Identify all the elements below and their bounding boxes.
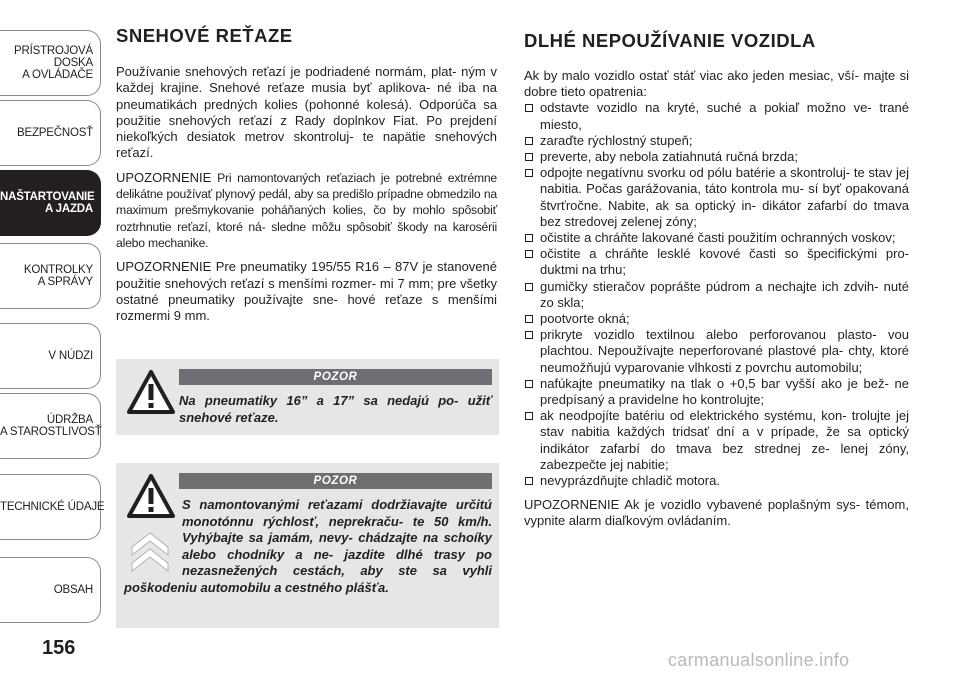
checklist-item [524,376,909,408]
warning-title: POZOR [179,369,492,385]
paragraph-caution [116,259,497,324]
caution-text: Pri namontovaných reťaziach je potrebné extrémne delikátne používať plynový pedál, aby sa predišlo prípadne obmedzilo na maximum prešmykovanie poháňaných kolies, čo by mohlo spôsobiť roztrhnutie reťazí, ktoré ná- sledne môžu spôsobiť škody na karosérii alebo mechanike. [116,170,498,250]
chapter-tab-label: TECHNICKÉ ÚDAJE [0,501,105,513]
warning-box [116,359,499,435]
checkbox-square-icon [525,137,533,145]
paragraph: Používanie snehových reťazí je podriadené normám, plat- ným v každej krajine. Snehové reťaze musia byť aplikova- né iba na pneumatikách predných kolies (pohonné kolesá). Odporúča sa použitie snehových reťazí z Rady doplnkov Fiat. Po prejdení niekoľkých desiatok metrov skontroluj- te napätie snehových reťazí. [116,64,497,161]
checkbox-square-icon [525,153,533,161]
checkbox-square-icon [525,315,533,323]
checklist-item-text: nafúkajte pneumatiky na tlak o +0,5 bar vyšší ako je bež- ne predpísaný a pravidelne ho kontrolujte; [540,375,909,408]
checklist-item-text: preverte, aby nebola zatiahnutá ručná brzda; [540,149,799,165]
chapter-tab-label: A OVLÁDAČE [22,69,93,81]
checklist-item [524,327,909,376]
chapter-tab[interactable] [0,557,101,623]
checkbox-square-icon [525,380,533,388]
checklist-item [524,133,909,149]
chapter-tab[interactable] [0,170,101,236]
checkbox-square-icon [525,169,533,177]
chapter-tab-label: A JAZDA [44,203,93,215]
chapter-tab-label: NAŠTARTOVANIE [0,191,95,203]
checklist-item-text: nevyprázdňujte chladič motora. [540,473,720,489]
checkbox-square-icon [525,104,533,112]
checklist-item [524,408,909,473]
checklist-item-text: očistite a chráňte lesklé kovové časti so špecifickými pro- duktmi na trhu; [540,246,909,278]
checklist-item [524,165,909,230]
checklist-item [524,149,909,165]
warning-triangle-icon [126,369,176,415]
checklist-item-text: gumičky stieračov poprášte púdrom a nechajte ich zdvih- nuté zo skla; [540,278,909,310]
page-number: 156 [42,637,76,659]
checkbox-square-icon [525,331,533,339]
chapter-tab-label: V NÚDZI [48,350,93,362]
warning-title: POZOR [179,473,492,489]
warning-text [124,497,492,596]
checklist-item-text: zaraďte rýchlostný stupeň; [540,132,693,148]
left-column-text [116,64,497,332]
checkbox-square-icon [525,477,533,485]
checklist-item-text: odpojte negatívnu svorku od pólu batérie a skontroluj- te stav jej nabitia. Počas garážovania, táto kontrola mu- sí byť opakovaná štvrťročne. Nabite, ak sa optický in- dikátor zafarbí do tmava bez stredovej zelenej zóny; [540,165,909,229]
right-column-text [524,68,909,538]
checklist-item-text: prikryte vozidlo textilnou alebo perforovanou plasto- vou plachtou. Nepoužívajte neperforované plastové pla- chty, ktoré neumožňujú vyparovanie vlhkosti z povrchu automobilu; [540,327,909,375]
chapter-tab-label: KONTROLKY [23,264,93,276]
warning-text-body: S namontovanými reťazami dodržiavajte určitú monotónnu rýchlosť, neprekraču- te 50 km/h. Vyhýbajte sa jamám, nevy- chádzajte na schoíky alebo chodníky a ne- jazdite dlhé trasy po nezasnežených cestách, aby ste sa vyhli poškodeniu automobilu a cestného plášťa. [124,497,492,595]
note-text: Ak je vozidlo vybavené poplašným sys- témom, vypnite alarm diaľkovým ovládaním. [524,497,909,529]
checklist-item [524,311,909,327]
checklist-item-text: pootvorte okná; [540,311,630,327]
checklist-item [524,473,909,489]
intro-paragraph: Ak by malo vozidlo ostať stáť viac ako jeden mesiac, vší- majte si dobre tieto opatrenia: [524,68,909,100]
chapter-tab-label: BEZPEČNOSŤ [17,127,93,139]
checklist-item [524,100,909,132]
checkbox-square-icon [525,234,533,242]
checklist-item-text: očistite a chráňte lakované časti použitím ochranných voskov; [540,230,896,246]
checklist-item-text: odstavte vozidlo na kryté, suché a pokiaľ možno ve- trané miesto, [540,100,909,132]
chapter-tab[interactable] [0,474,105,540]
checkbox-square-icon [525,250,533,258]
watermark: carmanualsonline.info [668,650,850,670]
chapter-tab-label: DOSKA [53,57,93,69]
checkbox-square-icon [525,412,533,420]
checklist [524,100,909,489]
paragraph-caution [116,170,497,251]
chapter-tab-label: A STAROSTLIVOSŤ [0,426,102,438]
section-heading-long-inactivity: DLHÉ NEPOUŽÍVANIE VOZIDLA [524,30,816,51]
chapter-tab[interactable] [0,393,101,459]
checklist-item [524,246,909,278]
chapter-tab-label: ÚDRŽBA [46,414,93,426]
chapter-tab-label: PRÍSTROJOVÁ [14,45,93,57]
checklist-item [524,230,909,246]
chapter-tab[interactable] [0,30,101,96]
chapter-tab[interactable] [0,100,101,166]
chapter-tab[interactable] [0,323,101,389]
chapter-tab-label: OBSAH [53,584,93,596]
note-label: UPOZORNENIE [524,497,620,513]
checklist-item-text: ak neodpojíte batériu od elektrického systému, kon- trolujte jej stav nabitia každých tridsať dní a v prípade, že sa optický indikátor zafarbí do tmava bez strednej ze- lenej zóny, zabezpečte jej nabitie; [540,408,909,472]
checkbox-square-icon [525,283,533,291]
caution-label: UPOZORNENIE [116,169,212,185]
caution-text: Pre pneumatiky 195/55 R16 – 87V je stanovené použitie snehových reťazí s menšími rozmer- mi 7 mm; pre všetky ostatné pneumatiky používajte sne- hové reťaze s menšími rozmermi 9 mm. [116,259,497,324]
checklist-item [524,279,909,311]
chapter-tab-label: A SPRÁVY [37,276,93,288]
chapter-tab[interactable] [0,243,101,309]
section-heading-snow-chains: SNEHOVÉ REŤAZE [116,25,293,46]
warning-text: Na pneumatiky 16” a 17” sa nedajú po- užiť snehové reťaze. [179,393,492,425]
warning-box [116,463,499,628]
caution-label: UPOZORNENIE [116,259,212,275]
note-paragraph [524,497,909,529]
